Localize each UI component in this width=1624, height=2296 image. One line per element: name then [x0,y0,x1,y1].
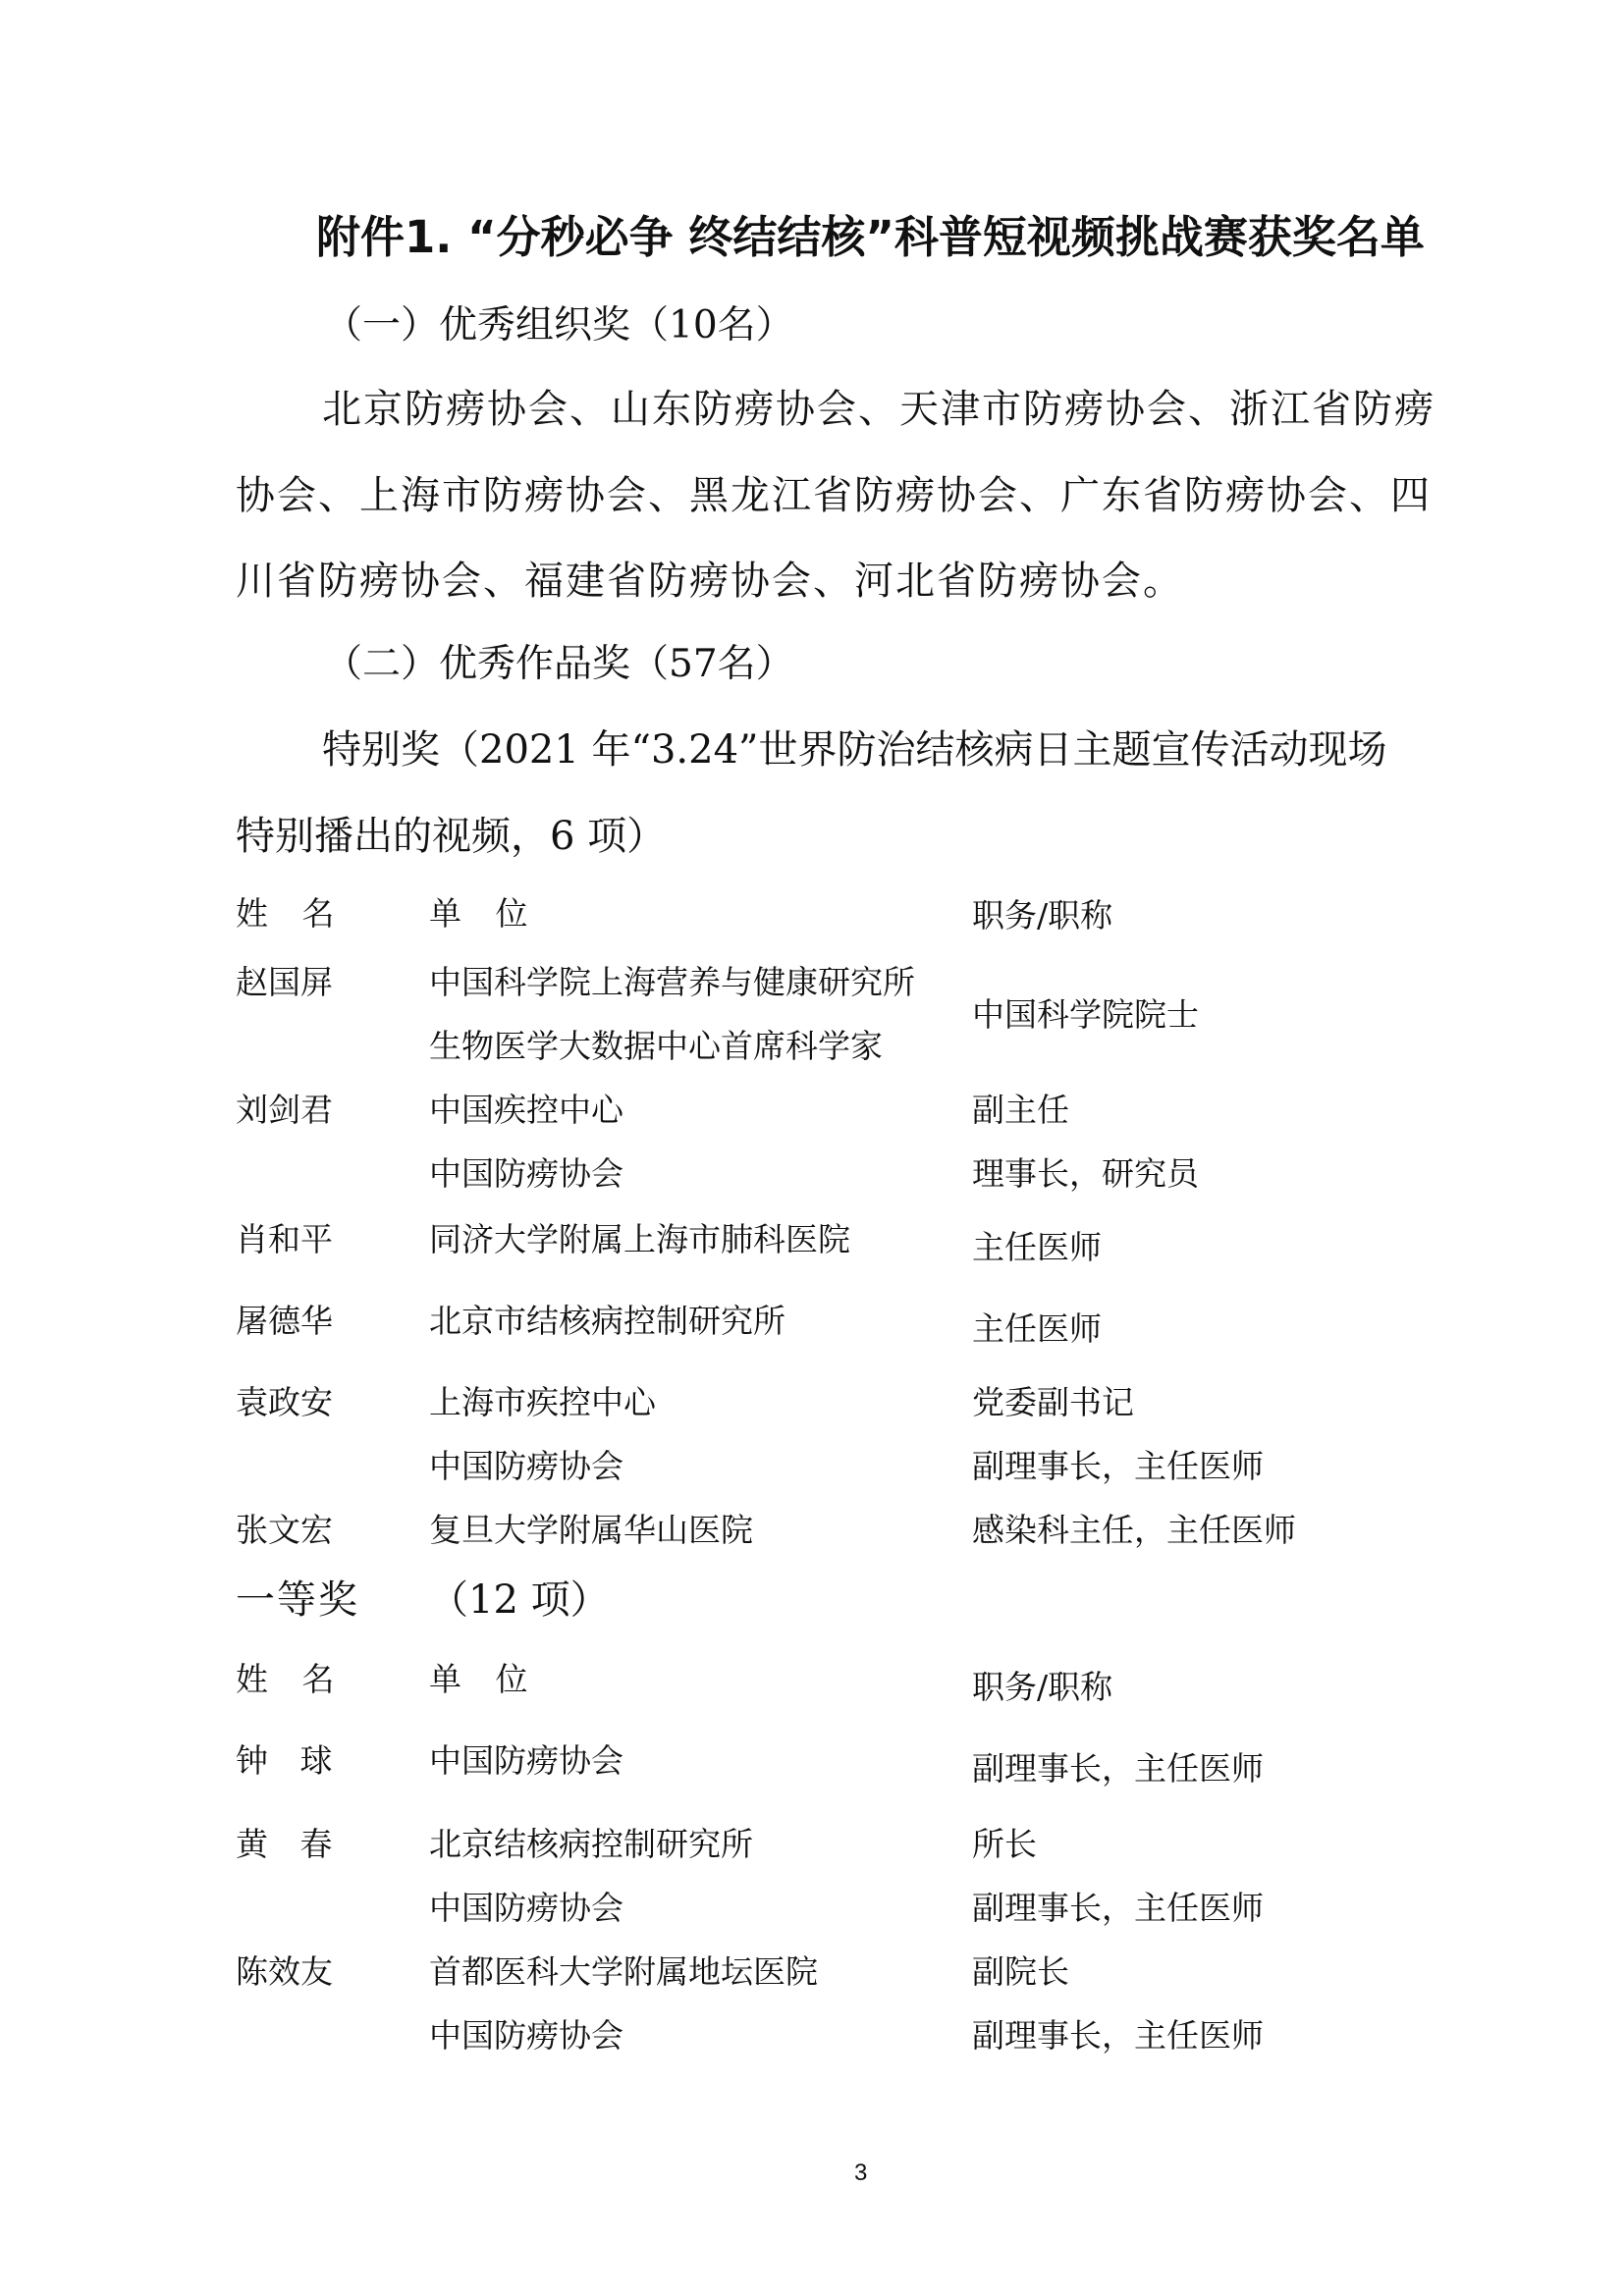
row-name: 钟 球 [236,1741,333,1780]
row-title: 副理事长，主任医师 [972,1889,1264,1927]
row-unit: 中国防痨协会 [429,1889,623,1927]
section1-line: 川省防痨协会、福建省防痨协会、河北省防痨协会。 [236,559,1184,604]
row-unit: 中国防痨协会 [429,1741,623,1780]
section1-line: 协会、上海市防痨协会、黑龙江省防痨协会、广东省防痨协会、四 [236,473,1432,518]
row-title: 副理事长，主任医师 [972,2016,1264,2055]
section2-heading: （二）优秀作品奖（57名） [324,642,794,686]
row-unit: 复旦大学附属华山医院 [429,1511,753,1549]
row-unit: 同济大学附属上海市肺科医院 [429,1220,850,1258]
row-unit: 中国科学院上海营养与健康研究所 [429,963,915,1001]
row-name: 屠德华 [236,1302,333,1340]
row-title: 主任医师 [972,1309,1102,1348]
header-title: 职务/职称 [972,896,1113,934]
page-title: 附件1. “分秒必争 终结结核”科普短视频挑战赛获奖名单 [316,211,1425,263]
row-unit: 北京结核病控制研究所 [429,1825,753,1863]
row-name: 袁政安 [236,1383,333,1421]
header-unit: 单 位 [429,1660,529,1698]
header-title: 职务/职称 [972,1668,1113,1706]
special-award-line: 特别奖（2021 年“3.24”世界防治结核病日主题宣传活动现场 [322,727,1387,773]
header-unit: 单 位 [429,894,529,933]
row-title: 副主任 [972,1091,1069,1129]
row-unit: 上海市疾控中心 [429,1383,656,1421]
row-unit: 生物医学大数据中心首席科学家 [429,1027,883,1065]
first-prize-label: 一等奖 [236,1577,359,1623]
section1-line: 北京防痨协会、山东防痨协会、天津市防痨协会、浙江省防痨 [322,387,1435,432]
row-unit: 中国防痨协会 [429,1447,623,1485]
row-title: 党委副书记 [972,1383,1134,1421]
row-unit: 中国防痨协会 [429,2016,623,2055]
row-name: 张文宏 [236,1511,333,1549]
header-name: 姓 名 [236,894,336,933]
page-number: 3 [854,2160,868,2186]
row-unit: 首都医科大学附属地坛医院 [429,1952,818,1991]
row-name: 陈效友 [236,1952,333,1991]
row-title: 感染科主任，主任医师 [972,1511,1296,1549]
row-title: 所长 [972,1825,1037,1863]
row-title: 主任医师 [972,1228,1102,1266]
row-title: 理事长，研究员 [972,1154,1199,1193]
special-award-line: 特别播出的视频，6 项） [236,814,667,859]
section1-heading: （一）优秀组织奖（10名） [324,303,794,347]
row-unit: 中国防痨协会 [429,1154,623,1193]
row-unit: 北京市结核病控制研究所 [429,1302,785,1340]
row-name: 肖和平 [236,1220,333,1258]
row-title: 副理事长，主任医师 [972,1447,1264,1485]
row-title: 副院长 [972,1952,1069,1991]
first-prize-count: （12 项） [429,1577,610,1623]
row-name: 赵国屏 [236,963,333,1001]
row-title: 副理事长，主任医师 [972,1749,1264,1788]
row-unit: 中国疾控中心 [429,1091,623,1129]
row-title: 中国科学院院士 [972,995,1199,1034]
row-name: 刘剑君 [236,1091,333,1129]
header-name: 姓 名 [236,1660,336,1698]
row-name: 黄 春 [236,1825,333,1863]
